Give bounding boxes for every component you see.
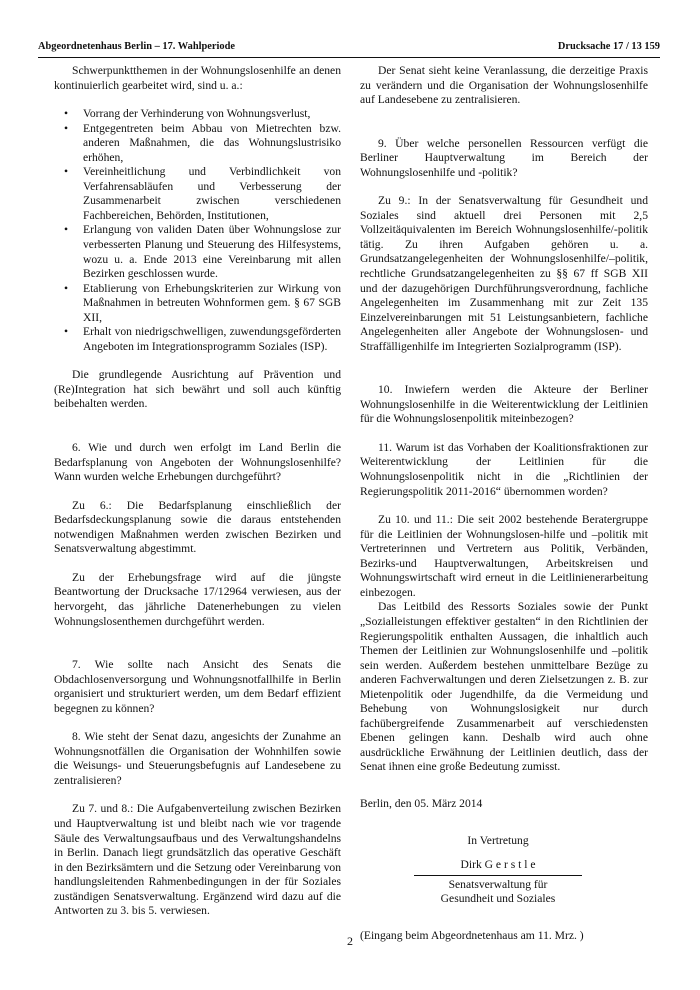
bullet-icon: • (63, 325, 69, 339)
header-document-number: Drucksache 17 / 13 159 (557, 41, 660, 52)
header-divider (38, 57, 660, 58)
bullet-icon: • (63, 165, 69, 179)
header-parliament: Abgeordnetenhaus Berlin – 17. Wahlperiode (38, 41, 235, 52)
signature-office-line-2: Gesundheit und Soziales (440, 892, 556, 906)
bullet-icon: • (63, 281, 69, 295)
principle-paragraph: Die grundlegende Ausrichtung auf Prävention und (Re)Integration hat sich bewährt und soll auch künftig beibehalten werden. (54, 368, 341, 411)
signature-office-line-1: Senatsverwaltung für (448, 877, 548, 891)
list-item: • Vereinheitlichung und Verbindlichkeit von Verfahrensabläufen und Verbesserung der Zusammenarbeit zwischen verschiedenen Fachbereichen, Behörden, Institutionen, (54, 165, 341, 223)
bullet-icon: • (63, 223, 69, 237)
focus-topics-list (54, 107, 341, 354)
answer-10-11: Zu 10. und 11.: Die seit 2002 bestehende Beratergruppe für die Leitlinien der Wohnungslosen-hilfe und –politik mit Vertreterinnen und Vertretern aus Politik, Verbänden, Bezirks-und Hauptverwaltungen, Arbeitskreisen und Wohnungswirtschaft wird erneut in die Leitlinienerarbeitung einbezogen. (360, 513, 648, 599)
question-8: 8. Wie steht der Senat dazu, angesichts der Zunahme an Wohnungsnotfällen die Organisation der Wohnhilfen sowie die Weisungs- und Steuerungsbefugnis auf Landesebene zu zentralisieren? (54, 730, 341, 787)
question-9: 9. Über welche personellen Ressourcen verfügt die Berliner Hauptverwaltung im Bereich der Wohnungslosenhilfe und -politik? (360, 136, 648, 179)
question-6: 6. Wie und durch wen erfolgt im Land Berlin die Bedarfsplanung von Angeboten der Wohnungslosenhilfe? Wann wurden welche Erhebungen durchgeführt? (54, 441, 341, 484)
question-10: 10. Inwiefern werden die Akteure der Berliner Wohnungslosenhilfe in die Weiterentwicklung der Leitlinien für die Wohnungslosenpolitik miteinbezogen? (360, 383, 648, 426)
answer-7-8-continued: Der Senat sieht keine Veranlassung, die derzeitige Praxis zu verändern und die Organisation der Wohnungslosenhilfe auf Landesebene zu zentralisieren. (360, 64, 648, 107)
right-column (360, 64, 648, 943)
signatory-name: Dirk G e r s t l e (460, 858, 536, 872)
signature-block (360, 834, 648, 907)
list-item: • Erhalt von niedrigschwelligen, zuwendungsgeförderten Angeboten im Integrationsprogramm Soziales (ISP). (54, 325, 341, 354)
answer-10-11-continued: Das Leitbild des Ressorts Soziales sowie der Punkt „Sozialleistungen effektiver gestalten“ in den Richtlinien der Regierungspolitik enthalten Aussagen, die inhaltlich auch Themen der Leitlinien zur Wohnungslosenhilfe und –politik sein werden. Außerdem bestehen unmittelbare Bezüge zu anderen Fachverwaltungen und deren Zielsetzungen z. B. zur Mietenpolitik oder Jugendhilfe, da die Vermeidung und Behebung von Wohnungslosigkeit nur durch fachübergreifende Zusammenarbeit auf verschiedensten Ebenen gelingen kann. Deshalb wird auch ohne ausdrückliche Erwähnung der Leitlinien deutlich, dass der Senat ihnen eine große Bedeutung zumisst. (360, 600, 648, 774)
left-column (54, 64, 341, 919)
intro-paragraph: Schwerpunktthemen in der Wohnungslosenhilfe an denen kontinuierlich gearbeitet wird, sind u. a.: (54, 64, 341, 92)
signature-date: Berlin, den 05. März 2014 (360, 796, 483, 810)
list-item: • Entgegentreten beim Abbau von Mietrechten bzw. anderen Maßnahmen, die das Wohnungslustrisiko erhöhen, (54, 122, 341, 166)
page-number: 2 (347, 934, 353, 948)
answer-6-continued: Zu der Erhebungsfrage wird auf die jüngste Beantwortung der Drucksache 17/12964 verwiesen, aus der hervorgeht, das jährliche Datenerhebungen zu vielen Wohnungslosenthemen durchgeführt werden. (54, 570, 341, 628)
bullet-icon: • (63, 107, 69, 121)
answer-9: Zu 9.: In der Senatsverwaltung für Gesundheit und Soziales sind aktuell drei Personen mit 2,5 Vollzeitäquivalenten im Bereich Wohnungslosenhilfe/-politik tätig. Zu ihren Aufgaben gehören u. a. Grundsatzangelegenheiten der Wohnungslosenhilfe/–politik, rechtliche Grundsatzangelegenheiten zu §§ 67 ff SGB XII und der dazugehörigen Durchführungsverordnung, fachliche Angelegenheiten im Zusammenhang mit zur Zeit 135 Einzelvereinbarungen mit 51 Leistungsanbietern, fachliche Angelegenheiten aller Angebote der Wohnungslosen- und Straffälligenhilfe im Integrierten Sozialprogramm (ISP). (360, 194, 648, 353)
receipt-note: (Eingang beim Abgeordnetenhaus am 11. Mrz. ) (360, 928, 584, 942)
running-header (38, 41, 660, 52)
bullet-icon: • (63, 121, 69, 135)
answer-6: Zu 6.: Die Bedarfsplanung einschließlich der Bedarfsdeckungsplanung sowie die daraus entstehenden notwendigen Maßnahmen werden zwischen Bezirken und Senatsverwaltung abgestimmt. (54, 498, 341, 556)
list-item: • Erlangung von validen Daten über Wohnungslose zur verbesserten Planung und Steuerung des Hilfesystems, wozu u. a. Ende 2013 eine Vereinbarung mit allen Bezirken geschlossen wurde. (54, 223, 341, 281)
signature-line (414, 875, 582, 876)
question-7: 7. Wie sollte nach Ansicht des Senats die Obdachlosenversorgung und Wohnungsnotfallhilfe in Berlin organisiert und strukturiert werden, um dem Bedarf effizient begegnen zu können? (54, 658, 341, 715)
question-11: 11. Warum ist das Vorhaben der Koalitionsfraktionen zur Weiterentwicklung der Leitlinien für die Wohnungslosenpolitik nicht in die „Richtlinien der Regierungspolitik 2011-2016“ übernommen worden? (360, 440, 648, 498)
answer-7-8: Zu 7. und 8.: Die Aufgabenverteilung zwischen Bezirken und Hauptverwaltung ist und bleibt nach wie vor tragende Säule des Verwaltungsaufbaus und des Verwaltungshandelns in Berlin. Danach liegt grundsätzlich das operative Geschäft in den Bezirksämtern und die Setzung oder Vereinbarung von handlungsleitenden Rahmenbedingungen in der für Soziales zuständigen Senatsverwaltung. Ergänzend wird dazu auf die Antworten zu 3. bis 5. verwiesen. (54, 802, 341, 918)
signature-in-vertretung: In Vertretung (467, 833, 529, 847)
list-item: • Etablierung von Erhebungskriterien zur Wirkung von Maßnahmen in betreuten Wohnformen gem. § 67 SGB XII, (54, 282, 341, 326)
list-item: • Vorrang der Verhinderung von Wohnungsverlust, (54, 107, 341, 122)
